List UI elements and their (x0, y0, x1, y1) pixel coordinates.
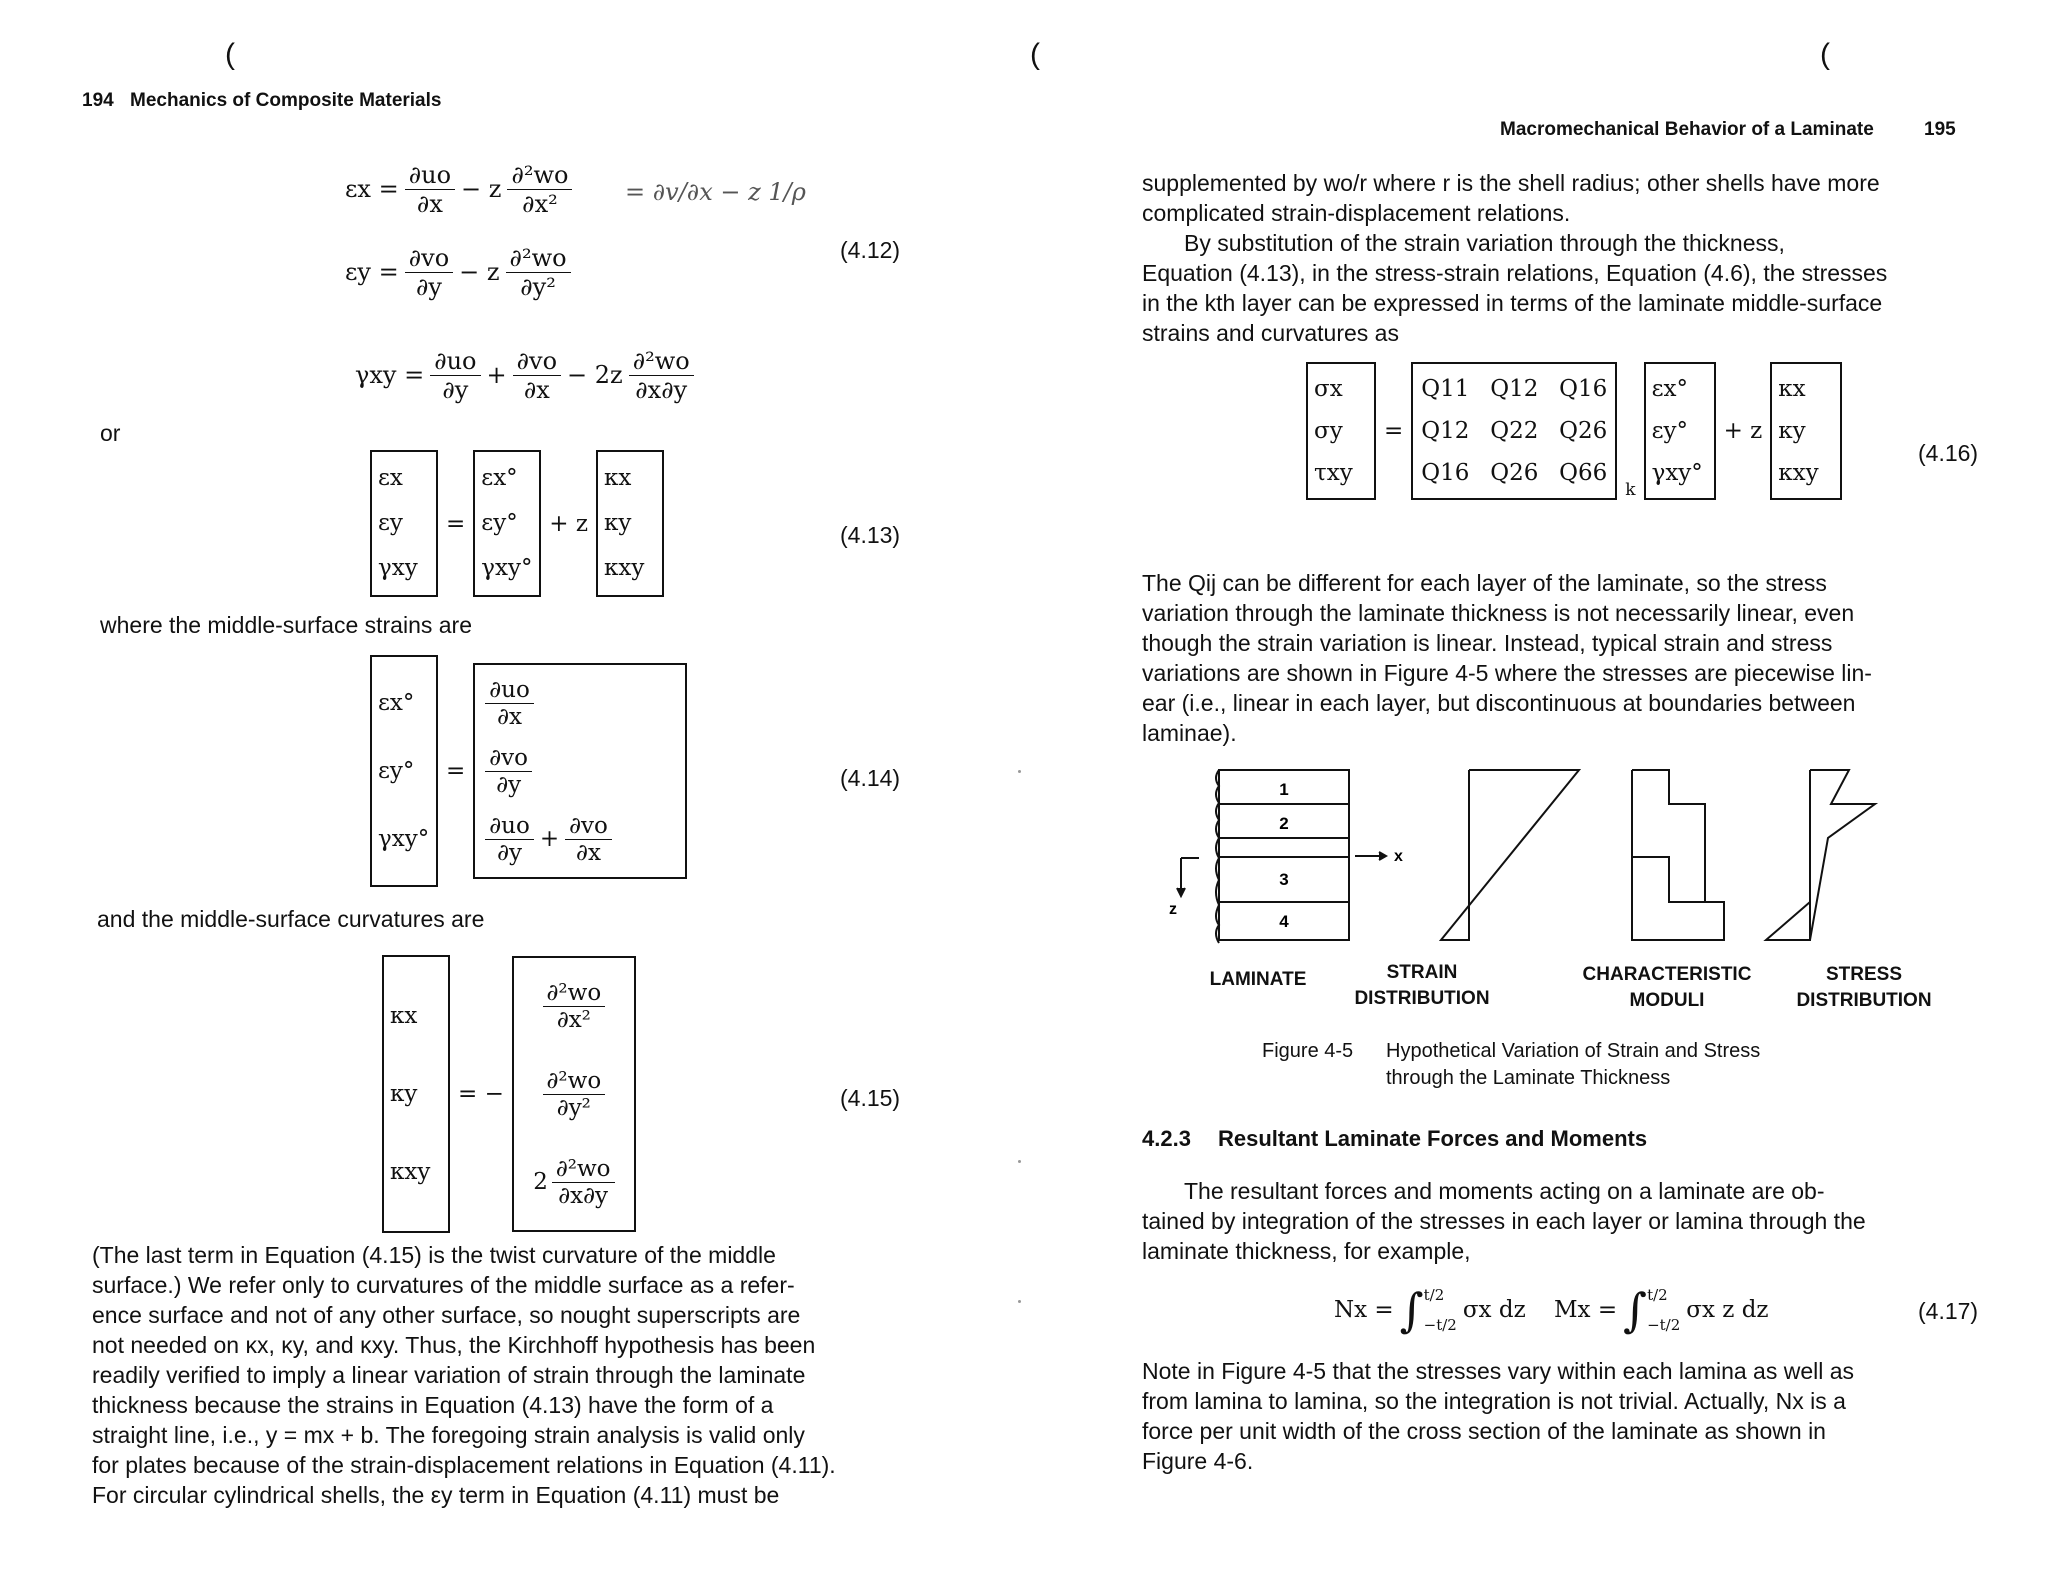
page-number: 195 (1924, 119, 1956, 140)
caption-moduli: CHARACTERISTIC MODULI (1582, 964, 1752, 1011)
layer-label: 2 (1279, 814, 1289, 833)
integral-sign: ∫ (1623, 1283, 1648, 1337)
section-number: 4.2.3 (1142, 1126, 1191, 1151)
equals-sign: = (446, 510, 466, 537)
gutter-dot (1018, 770, 1021, 773)
equation-operator: + z (1723, 418, 1763, 444)
matrix-curvature-derivatives: $\frac{\text{∂²wo}}{\text{∂x²}}$ $\frac{\text{∂²wo}}{\text{∂y²}}$ 2 $\frac{\text{∂²wo}}{\partial x\partial y}$ (512, 956, 636, 1232)
section-title: Resultant Laminate Forces and Moments (1218, 1126, 1648, 1151)
running-title: Mechanics of Composite Materials (130, 90, 442, 111)
fraction: $\frac{\partial uo}{\partial x}$ (405, 161, 455, 218)
matrix-curvatures: κx κy κxy (1770, 362, 1842, 500)
strain-distribution (1441, 770, 1579, 940)
body-text: or (100, 420, 121, 446)
margin-mark: ( (225, 38, 235, 71)
equation-number: (4.12) (840, 237, 901, 263)
caption-stress: STRESS DISTRIBUTION (1796, 964, 1932, 1011)
equation-4-15 (382, 955, 636, 1233)
matrix-lhs: εx εy γxy (370, 450, 438, 597)
equation-4-17-moment: Mx = ∫ t/2 −t/2 σx z dz (1554, 1280, 1769, 1340)
equation-lhs: εx = (345, 175, 399, 203)
paragraph: The Qij can be different for each layer of the laminate, so the stress variation through the laminate thickness is not necessarily linear, even though the strain variation is linear. Instead, typical strain and stress variations are shown in Figure 4-5 where the stresses are piecewise lin- ear (i.e., linear in each layer, but discontinuous at boundaries between laminae). (1142, 570, 1872, 746)
fraction: $\frac{\partial vo}{\partial x}$ (513, 347, 561, 404)
matrix-curvatures: κx κy κxy (596, 450, 664, 597)
equation-4-17-force: Nx = ∫ t/2 −t/2 σx dz (1334, 1280, 1526, 1340)
layer-label: 4 (1279, 912, 1289, 931)
fraction: $\frac{\partial uo}{\partial y}$ (430, 347, 480, 404)
subscript: k (1625, 480, 1636, 500)
equation-4-12 (345, 150, 572, 316)
equation-operator: − z (459, 258, 500, 286)
paragraph: By substitution of the strain variation through the thickness, Equation (4.13), in the stress-strain relations, Equation (4.6), the stresses in the kth layer can be expressed in terms of the laminate middle-surface strains and curvatures as (1142, 230, 1888, 346)
paragraph: The resultant forces and moments acting on a laminate are ob- tained by integration of the stresses in each layer or lamina through the laminate thickness, for example, (1142, 1178, 1866, 1264)
equation-number: (4.17) (1918, 1298, 1979, 1324)
figure-caption-label: Figure 4-5 (1262, 1040, 1354, 1062)
running-title: Macromechanical Behavior of a Laminate (1500, 119, 1874, 140)
matrix-strains: εx° εy° γxy° (1644, 362, 1716, 500)
gutter-dot (1018, 1160, 1021, 1163)
equation-4-13 (370, 450, 664, 597)
z-axis-label: z (1169, 901, 1177, 918)
equation-lhs: εy = (345, 258, 399, 286)
equation-number: (4.14) (840, 765, 901, 791)
gutter-dot (1018, 1300, 1021, 1303)
paragraph: supplemented by wo/r where r is the shell radius; other shells have more complicated strain-displacement relations. (1142, 170, 1880, 226)
equation-operator: + z (549, 510, 588, 537)
stress-distribution (1766, 770, 1875, 940)
matrix-stresses: σx σy τxy (1306, 362, 1376, 500)
matrix-q-bar: Q11 Q12 Q16 Q12 Q22 Q26 Q16 Q26 Q66 (1411, 362, 1617, 500)
equation-operator: − z (461, 175, 502, 203)
fraction: $\frac{\text{∂²wo}}{\partial x\partial y}$ (629, 347, 694, 404)
caption-laminate: LAMINATE (1209, 969, 1307, 990)
equation-number: (4.13) (840, 522, 901, 548)
handwritten-note: = ∂v/∂x − z 1/ρ (625, 178, 806, 206)
paragraph: Note in Figure 4-5 that the stresses vary within each lamina as well as from lamina to lamina, so the integration is not trivial. Actually, Nx is a force per unit width of the cross section of the laminate as shown in Figure 4-6. (1142, 1358, 1855, 1474)
x-axis-label: x (1394, 848, 1403, 865)
matrix-lhs: εx° εy° γxy° (370, 655, 438, 887)
equation-4-16 (1306, 362, 1842, 500)
equation-number: (4.15) (840, 1085, 901, 1111)
figure-caption-text: Hypothetical Variation of Strain and Stress through the Laminate Thickness (1386, 1040, 1761, 1089)
page-number: 194 (82, 90, 114, 111)
left-page (0, 0, 1010, 1582)
equation-row (355, 335, 694, 415)
equation-operator: − 2z (567, 361, 623, 389)
fraction: $\frac{\text{∂²wo}}{\text{∂y²}}$ (506, 244, 571, 301)
equation-row (345, 228, 572, 316)
equation-row (345, 150, 572, 228)
body-text: where the middle-surface strains are (100, 612, 472, 638)
equals-sign: = (446, 758, 466, 784)
matrix-derivatives: $\frac{\partial uo}{\partial x}$ $\frac{\partial vo}{\partial y}$ $\frac{\partial uo}{\partial y}$ + $\frac{\partial vo}{\partial x}$ (473, 663, 687, 879)
equals-sign: = − (458, 1081, 504, 1107)
equation-lhs: γxy = (355, 361, 425, 389)
body-text: and the middle-surface curvatures are (97, 906, 485, 932)
layer-label: 3 (1279, 870, 1289, 889)
equation-number: (4.16) (1918, 440, 1979, 466)
equation-operator: + (486, 361, 507, 389)
fraction: $\frac{\partial vo}{\partial y}$ (405, 244, 453, 301)
layer-label: 1 (1279, 780, 1289, 799)
caption-strain: STRAIN DISTRIBUTION (1354, 962, 1490, 1009)
right-page (1024, 0, 2048, 1582)
equals-sign: = (1384, 418, 1404, 444)
equation-4-14 (370, 655, 687, 887)
paragraph: (The last term in Equation (4.15) is the twist curvature of the middle surface.) We refer only to curvatures of the middle surface as a refer- ence surface and not of any other surface, so nought superscripts are not needed on κx, κy, and κxy. Thus, the Kirchhoff hypothesis has been readily verified to imply a linear variation of strain through the laminate thickness because the strains in Equation (4.13) have the form of a straight line, i.e., y = mx + b. The foregoing strain analysis is valid only for plates because of the strain-displacement relations in Equation (4.11). For circular cylindrical shells, the εy term in Equation (4.11) must be (92, 1242, 836, 1508)
matrix-lhs: κx κy κxy (382, 955, 450, 1233)
integral-sign: ∫ (1399, 1283, 1424, 1337)
characteristic-moduli (1632, 770, 1724, 940)
fraction: $\frac{\text{∂²wo}}{\text{∂x²}}$ (507, 161, 572, 218)
margin-mark: ( (1030, 38, 1040, 71)
margin-mark: ( (1820, 38, 1830, 71)
figure-4-5 (1159, 768, 1959, 948)
integral-limits: t/2 −t/2 (1647, 1286, 1681, 1334)
matrix-strains: εx° εy° γxy° (473, 450, 541, 597)
integral-limits: t/2 −t/2 (1423, 1286, 1457, 1334)
